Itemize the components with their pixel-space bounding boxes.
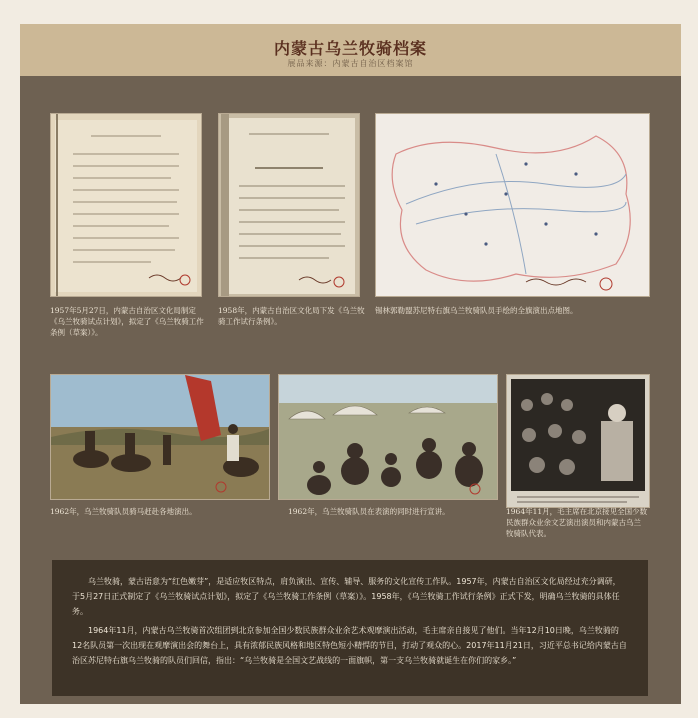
description-box (52, 560, 648, 696)
caption-photo-4: 1962年，乌兰牧骑队员骑马赶赴各地演出。 (50, 507, 197, 516)
photo-chairman-meeting (506, 374, 650, 508)
photo-hand-drawn-map (375, 113, 650, 297)
photo-document-1957 (50, 113, 202, 297)
caption-photo-2: 1958年，内蒙古自治区文化局下发《乌兰牧骑工作试行条例》。 (218, 306, 365, 326)
photo-document-1958 (218, 113, 360, 297)
exhibit-panel (20, 24, 681, 704)
caption-photo-3: 锡林郭勒盟苏尼特右旗乌兰牧骑队员手绘的全旗演出点地图。 (375, 306, 578, 315)
description-paragraph-1: 乌兰牧骑，蒙古语意为“红色嫩芽”，是适应牧区特点，肩负演出、宣传、辅导、服务的文化宣传工作队。1957年，内蒙古自治区文化局经过充分调研，于5月27日正式制定了《乌兰牧骑试点计划》，拟定了《乌兰牧骑工作条例（草案）》。1958年，《乌兰牧骑工作试行条例》正式下发，明确乌兰牧骑的具体任务。 (72, 577, 621, 616)
exhibit-source: 展品来源：内蒙古自治区档案馆 (287, 59, 414, 68)
exhibit-header (20, 24, 681, 76)
caption-photo-1: 1957年5月27日，内蒙古自治区文化局制定《乌兰牧骑试点计划》，拟定了《乌兰牧骑工作条例（草案）》。 (50, 306, 204, 337)
photo-performance-audience (278, 374, 498, 500)
caption-photo-5: 1962年，乌兰牧骑队员在表演的同时进行宣讲。 (288, 507, 450, 516)
exhibit-title: 内蒙古乌兰牧骑档案 (273, 39, 427, 58)
photo-riders-on-horseback (50, 374, 270, 500)
caption-photo-6: 1964年11月，毛主席在北京接见全国少数民族群众业余文艺演出演员和内蒙古乌兰牧骑队代表。 (506, 507, 648, 538)
description-paragraph-2: 1964年11月，内蒙古乌兰牧骑首次组团到北京参加全国少数民族群众业余艺术观摩演出活动，毛主席亲自接见了他们。当年12月10日晚，乌兰牧骑的12名队员第一次出现在观摩演出会的舞台上，具有浓郁民族风格和地区特色短小精悍的节目，打动了观众的心。2017年11月21日，习近平总书记给内蒙古自治区苏尼特右旗乌兰牧骑的队员们回信，指出：“乌兰牧骑是全国文艺战线的一面旗帜，第一支乌兰牧骑就诞生在你们的家乡。” (72, 626, 627, 665)
